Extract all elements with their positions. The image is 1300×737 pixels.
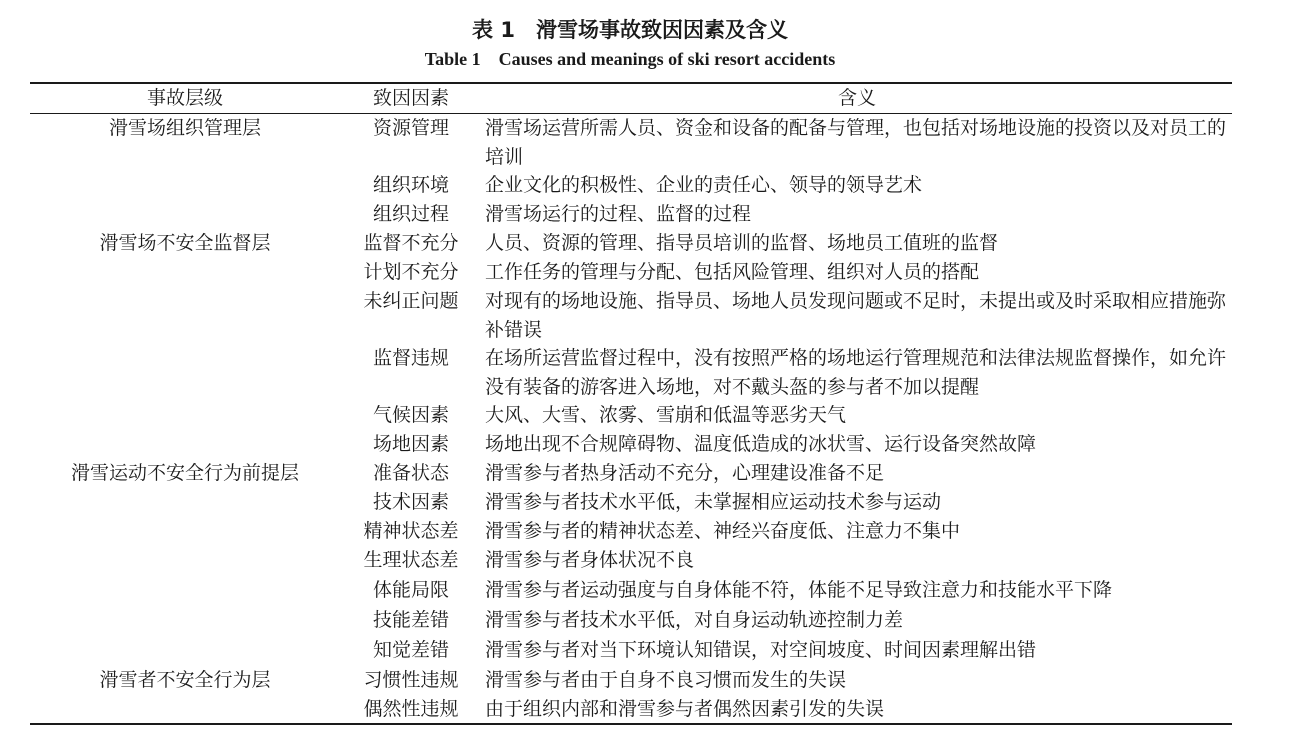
- meaning-cell: 场地出现不合规障碍物、温度低造成的冰状雪、运行设备突然故障: [485, 433, 1037, 455]
- level-org-management: 滑雪场组织管理层: [108, 117, 261, 139]
- factor-cell: 体能局限: [372, 579, 449, 601]
- factor-cell: 资源管理: [372, 117, 449, 139]
- factor-cell: 气候因素: [372, 404, 449, 426]
- factor-cell: 习惯性违规: [363, 669, 459, 691]
- factor-cell: 场地因素: [372, 433, 449, 455]
- table-title-en: Table 1 Causes and meanings of ski resort accidents: [424, 49, 836, 69]
- meaning-cell: 在场所运营监督过程中，没有按照严格的场地运行管理规范和法律法规监督操作，如允许没有装备的游客进入场地，对不戴头盔的参与者不加以提醒: [485, 347, 1227, 398]
- factor-cell: 计划不充分: [363, 261, 459, 283]
- factor-cell: 监督违规: [372, 347, 449, 369]
- factor-cell: 组织过程: [372, 203, 449, 225]
- table-title-cn: 表 1 滑雪场事故致因因素及含义: [472, 18, 788, 42]
- bottom-rule: [30, 723, 1232, 725]
- meaning-cell: 人员、资源的管理、指导员培训的监督、场地员工值班的监督: [485, 232, 999, 254]
- meaning-cell: 大风、大雪、浓雾、雪崩和低温等恶劣天气: [485, 404, 847, 426]
- meaning-cell: 滑雪参与者技术水平低，未掌握相应运动技术参与运动: [485, 491, 942, 513]
- meaning-cell: 滑雪参与者由于自身不良习惯而发生的失误: [485, 669, 847, 691]
- meaning-cell: 滑雪参与者技术水平低，对自身运动轨迹控制力差: [485, 609, 904, 631]
- meaning-cell: 由于组织内部和滑雪参与者偶然因素引发的失误: [485, 698, 885, 720]
- level-unsafe-acts: 滑雪者不安全行为层: [99, 669, 271, 691]
- factor-cell: 技术因素: [372, 491, 449, 513]
- level-unsafe-supervision: 滑雪场不安全监督层: [99, 232, 271, 254]
- meaning-cell: 滑雪参与者运动强度与自身体能不符，体能不足导致注意力和技能水平下降: [485, 579, 1113, 601]
- meaning-cell: 工作任务的管理与分配、包括风险管理、组织对人员的搭配: [485, 261, 980, 283]
- factor-cell: 技能差错: [372, 609, 449, 631]
- meaning-cell: 滑雪场运行的过程、监督的过程: [485, 203, 752, 225]
- meaning-cell: 滑雪参与者身体状况不良: [485, 549, 695, 571]
- factor-cell: 偶然性违规: [363, 698, 459, 720]
- level-preconditions: 滑雪运动不安全行为前提层: [70, 462, 299, 484]
- factor-cell: 生理状态差: [363, 549, 459, 571]
- meaning-cell: 滑雪参与者的精神状态差、神经兴奋度低、注意力不集中: [485, 520, 961, 542]
- factor-cell: 精神状态差: [363, 520, 459, 542]
- meaning-cell: 滑雪场运营所需人员、资金和设备的配备与管理，也包括对场地设施的投资以及对员工的培训: [485, 117, 1227, 168]
- meaning-cell: 对现有的场地设施、指导员、场地人员发现问题或不足时，未提出或及时采取相应措施弥补错误: [485, 290, 1227, 341]
- factor-cell: 组织环境: [372, 174, 449, 196]
- factor-cell: 准备状态: [372, 462, 449, 484]
- factor-cell: 知觉差错: [372, 639, 449, 661]
- header-level: 事故层级: [146, 87, 223, 109]
- header-factor: 致因因素: [372, 87, 449, 109]
- meaning-cell: 企业文化的积极性、企业的责任心、领导的领导艺术: [485, 174, 923, 196]
- factor-cell: 未纠正问题: [363, 290, 459, 312]
- meaning-cell: 滑雪参与者热身活动不充分，心理建设准备不足: [485, 462, 885, 484]
- meaning-cell: 滑雪参与者对当下环境认知错误，对空间坡度、时间因素理解出错: [485, 639, 1037, 661]
- top-rule: [30, 82, 1232, 84]
- factor-cell: 监督不充分: [363, 232, 459, 254]
- header-meaning: 含义: [837, 87, 876, 109]
